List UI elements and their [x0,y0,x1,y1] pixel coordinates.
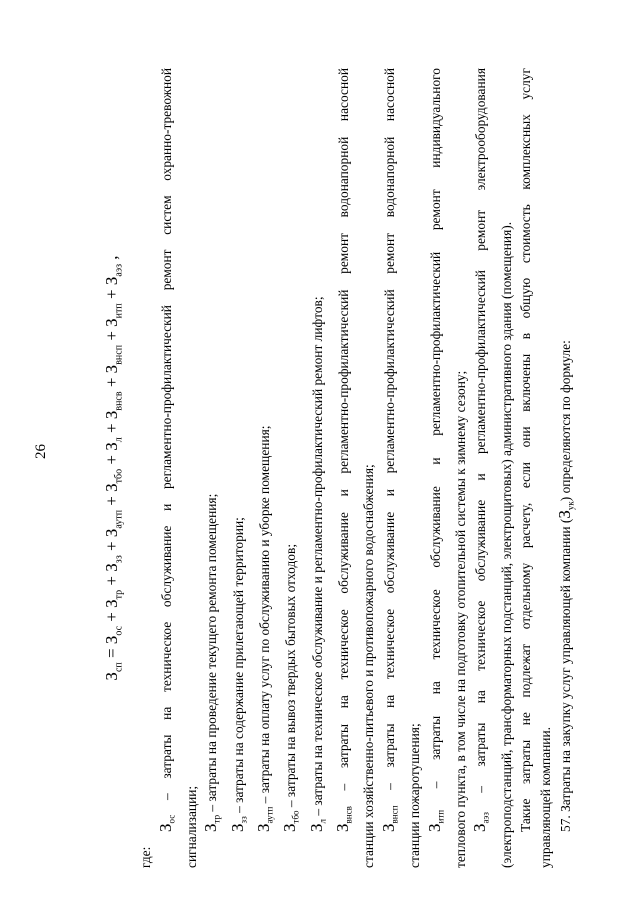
text-line: $З_л$ – затраты на техническое обслуживание и регламентно-профилактический ремонт лифтов; [306,296,328,832]
text-line: сигнализации; [183,785,199,868]
text-line: $З_{итп}$ – затраты на техническое обслуживание и регламентно-профилактический ремонт индивидуального [424,68,446,832]
text-line: $З_{тр}$ – затраты на проведение текущего ремонта помещения; [201,493,223,832]
text-line: теплового пункта, в том числе на подготовку отопительной системы к зимнему сезону; [452,370,468,868]
text-line: $З_{аутп}$ – затраты на оплату услуг по обслуживанию и уборке помещения; [253,425,275,832]
formula-text: $З_{сп} = З_{ос} + З_{тр} + З_{зз} + З_{аутп} + З_{тбо} + З_л + З_{внсв} + З_{внсп} + З_{итп} + З_{аэз}$ , [102,255,125,681]
body-text [156,68,582,868]
where-label: где: [138,846,153,868]
text-line: Такие затраты не подлежат отдельному расчету, если они включены в общую стоимость комплексных услуг [518,68,534,832]
text-line: $З_{тбо}$ – затраты на вывоз твердых бытовых отходов; [280,543,301,832]
rotated-document-body [92,68,612,868]
text-line: станции пожаротушения; [406,723,422,868]
text-line: $З_{зз}$ – затраты на содержание прилегающей территории; [227,517,249,832]
text-line: 57. Затраты на закупку услуг управляющей компании $(З_{ук})$ определяются по формуле: [555,340,577,832]
text-line: (электроподстанций, трансформаторных подстанций, электрощитовых) административного здания (помещения). [498,221,514,868]
text-line: управляющей компании. [537,727,553,868]
text-line: станции хозяйственно-питьевого и противопожарного водоснабжения; [361,464,377,868]
page-number: 26 [33,444,49,459]
text-line: $З_{внсв}$ – затраты на техническое обслуживание и регламентно-профилактический ремонт водонапорной насосной [332,68,354,832]
text-line: $З_{внсп}$ – затраты на техническое обслуживание и регламентно-профилактический ремонт водонапорной насосной [378,68,400,832]
text-line: $З_{аэз}$ – затраты на техническое обслуживание и регламентно-профилактический ремонт электрооборудования [470,68,492,832]
text-line: $З_{ос}$ – затраты на техническое обслуживание и регламентно-профилактический ремонт систем охранно-тревожной [155,68,177,832]
formula [92,68,136,868]
